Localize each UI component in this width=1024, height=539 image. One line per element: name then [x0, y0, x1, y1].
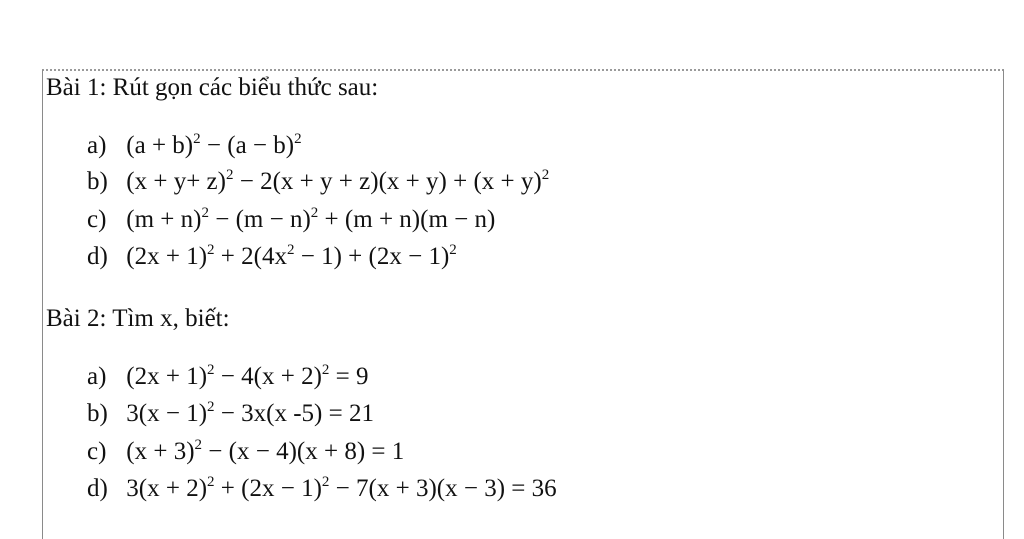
problem-1-item-c: [87, 205, 495, 235]
problem-1-item-a: [87, 131, 302, 161]
problem-2-heading: Bài 2: Tìm x, biết:: [46, 305, 230, 332]
item-label: d): [87, 243, 108, 270]
item-label: c): [87, 206, 107, 233]
item-expression: $3(x + 2)^2 + (2x - 1)^2 - 7(x + 3)(x - 3) = 36$: [126, 474, 557, 502]
problem-1-item-b: [87, 167, 549, 197]
item-expression: $3(x - 1)^2 - 3x(x$ -5) = 21: [126, 399, 374, 427]
item-expression: $(x + y+ z)^2 - 2(x + y + z)(x + y) + (x + y)^2$: [126, 167, 550, 195]
item-label: b): [87, 400, 108, 427]
problem-2-item-b: [87, 399, 374, 429]
item-label: c): [87, 438, 107, 465]
problem-2-item-d: [87, 474, 557, 504]
item-expression: $(2x + 1)^2 - 4(x + 2)^2 = 9$: [126, 362, 369, 390]
item-expression: $(m + n)^2 - (m - n)^2 + (m + n)(m - n)$: [126, 205, 496, 233]
item-label: a): [87, 132, 107, 159]
item-label: a): [87, 363, 107, 390]
problem-1-item-d: [87, 242, 457, 272]
problem-2-item-c: [87, 437, 404, 467]
problem-1-heading: Bài 1: Rút gọn các biểu thức sau:: [46, 74, 379, 101]
item-expression: $(x + 3)^2 - (x - 4)(x + 8) = 1$: [126, 437, 405, 465]
item-expression: $(a + b)^2 - (a - b)^2$: [126, 131, 302, 159]
item-expression: $(2x + 1)^2 + 2(4x^2 - 1) + (2x - 1)^2$: [126, 242, 457, 270]
problem-2-item-a: [87, 362, 369, 392]
item-label: b): [87, 168, 108, 195]
item-label: d): [87, 475, 108, 502]
